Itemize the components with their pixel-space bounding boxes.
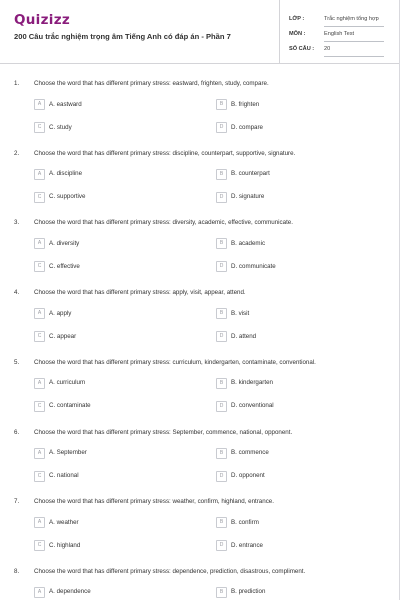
option-text: B. counterpart (231, 170, 270, 178)
question-item (0, 289, 399, 359)
option-text: B. visit (231, 309, 250, 317)
worksheet-title: 200 Câu trắc nghiệm trọng âm Tiếng Anh có đáp án - Phần 7 (14, 32, 231, 41)
option-letter-box: B (216, 308, 227, 319)
header-divider (279, 0, 280, 63)
question-text: Choose the word that has different primary stress: September, commence, national, opponent. (34, 428, 293, 436)
option-text: A. September (49, 449, 87, 456)
question-text: Choose the word that has different primary stress: diversity, academic, effective, communicate. (34, 219, 293, 227)
option-letter-box: D (216, 540, 227, 551)
option-text: A. curriculum (49, 379, 86, 387)
question-number: 8. (14, 567, 20, 575)
meta-subject-label: MÔN : (289, 31, 306, 37)
meta-count-value: 20 (324, 46, 331, 52)
option-letter-box: C (34, 401, 45, 412)
option-letter-box: B (216, 448, 227, 459)
question-number: 2. (14, 149, 20, 157)
option-letter-box: B (216, 378, 227, 389)
option-letter-box: C (34, 122, 45, 133)
question-text: Choose the word that has different primary stress: weather, confirm, highland, entrance. (34, 498, 274, 506)
question-number: 3. (14, 219, 20, 227)
option-letter-box: C (34, 331, 45, 342)
question-number: 4. (14, 289, 20, 297)
question-item (0, 429, 399, 499)
option-text: D. conventional (231, 402, 274, 410)
option-letter-box: B (216, 99, 227, 110)
option-text: C. supportive (49, 193, 86, 201)
option-letter-box: C (34, 540, 45, 551)
question-number: 1. (14, 80, 20, 87)
option-text: C. effective (49, 262, 80, 270)
option-letter-box: B (216, 517, 227, 528)
option-text: D. communicate (231, 262, 276, 270)
option-text: C. national (49, 472, 79, 479)
option-text: B. frighten (231, 100, 260, 108)
option-letter-box: B (216, 238, 227, 249)
option-letter-box: A (34, 378, 45, 389)
option-letter-box: A (34, 517, 45, 528)
option-text: D. opponent (231, 472, 265, 479)
option-text: D. signature (231, 193, 265, 201)
meta-grade-underline (324, 26, 384, 27)
option-letter-box: B (216, 169, 227, 180)
question-item (0, 498, 399, 568)
option-text: A. weather (49, 518, 79, 526)
question-item (0, 150, 399, 220)
question-text: Choose the word that has different primary stress: eastward, frighten, study, compare. (34, 80, 269, 87)
question-number: 6. (14, 428, 20, 436)
option-text: A. discipline (49, 170, 83, 178)
option-letter-box: D (216, 331, 227, 342)
meta-grade-value: Trắc nghiệm tổng hợp (324, 16, 379, 22)
option-letter-box: D (216, 192, 227, 203)
option-letter-box: A (34, 238, 45, 249)
question-item (0, 359, 399, 429)
option-letter-box: A (34, 308, 45, 319)
option-letter-box: B (216, 587, 227, 598)
option-text: A. apply (49, 309, 72, 317)
option-text: C. contaminate (49, 402, 91, 410)
option-text: B. kindergarten (231, 379, 273, 387)
option-text: C. study (49, 123, 72, 131)
option-text: B. commence (231, 449, 269, 456)
meta-subject-underline (324, 41, 384, 42)
option-text: A. diversity (49, 239, 80, 247)
meta-grade-label: LỚP : (289, 16, 305, 22)
meta-subject-value: English Test (324, 31, 355, 37)
option-text: B. prediction (231, 588, 266, 596)
option-text: A. dependence (49, 588, 91, 596)
question-text: Choose the word that has different primary stress: curriculum, kindergarten, contaminate, conventional. (34, 358, 316, 366)
meta-count-label: SỐ CÂU : (289, 46, 315, 52)
option-text: B. confirm (231, 518, 259, 526)
option-letter-box: C (34, 261, 45, 272)
option-letter-box: D (216, 261, 227, 272)
quizizz-logo: Quizizz (14, 12, 71, 28)
option-text: B. academic (231, 239, 266, 247)
question-text: Choose the word that has different primary stress: discipline, counterpart, supportive, signature. (34, 149, 296, 157)
option-text: A. eastward (49, 100, 82, 108)
option-text: C. appear (49, 332, 77, 340)
question-text: Choose the word that has different primary stress: dependence, prediction, disastrous, compliment. (34, 567, 306, 575)
option-letter-box: D (216, 401, 227, 412)
option-letter-box: C (34, 192, 45, 203)
option-letter-box: D (216, 122, 227, 133)
question-number: 5. (14, 358, 20, 366)
option-letter-box: A (34, 99, 45, 110)
option-text: D. compare (231, 123, 263, 131)
worksheet-header (0, 0, 399, 64)
option-text: D. entrance (231, 541, 263, 549)
question-item (0, 80, 399, 150)
option-letter-box: D (216, 471, 227, 482)
question-number: 7. (14, 498, 20, 506)
option-text: C. highland (49, 541, 81, 549)
question-text: Choose the word that has different primary stress: apply, visit, appear, attend. (34, 289, 246, 297)
option-text: D. attend (231, 332, 257, 340)
question-item (0, 568, 399, 600)
question-item (0, 219, 399, 289)
option-letter-box: A (34, 587, 45, 598)
option-letter-box: A (34, 169, 45, 180)
meta-count-underline (324, 56, 384, 57)
option-letter-box: A (34, 448, 45, 459)
option-letter-box: C (34, 471, 45, 482)
